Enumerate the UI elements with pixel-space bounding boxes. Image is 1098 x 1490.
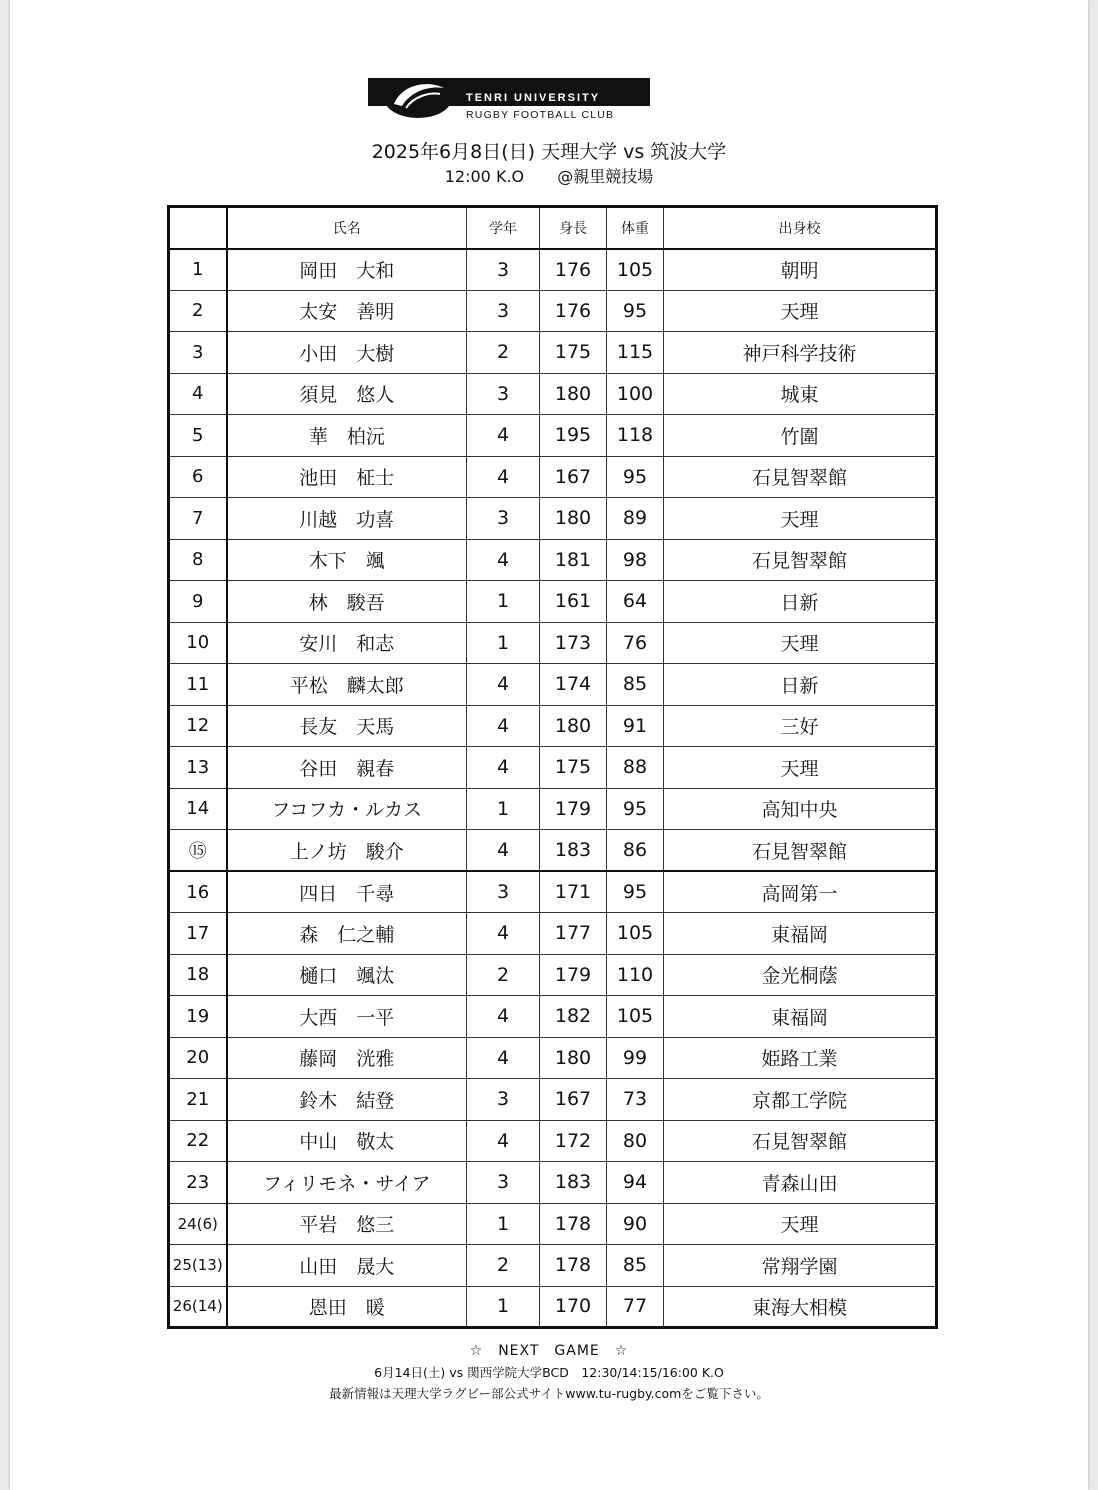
col-school-cell: 日新 [664,664,937,706]
col-weight-cell: 73 [607,1079,664,1121]
col-number-cell: 9 [169,581,227,623]
col-name-cell: 林 駿吾 [227,581,467,623]
next-game-detail: 6月14日(土) vs 関西学院大学BCD 12:30/14:15/16:00 K.O [374,1365,724,1380]
col-name-cell: 中山 敬太 [227,1120,467,1162]
col-number-cell: 6 [169,456,227,498]
col-name-cell: 華 柏沅 [227,415,467,457]
table-row [169,913,937,955]
col-year-cell: 3 [467,373,540,415]
col-name-cell: 岡田 大和 [227,249,467,291]
table-row [169,581,937,623]
col-school-cell: 高知中央 [664,788,937,830]
table-row [169,954,937,996]
col-number-cell: 12 [169,705,227,747]
col-year-cell: 1 [467,581,540,623]
col-weight-cell: 85 [607,664,664,706]
col-weight-cell: 99 [607,1037,664,1079]
table-row [169,1037,937,1079]
col-weight-header: 体重 [607,207,664,249]
rugby-logo-icon [380,74,460,124]
col-year-cell: 4 [467,664,540,706]
col-name-cell: 上ノ坊 駿介 [227,830,467,872]
col-height-cell: 177 [540,913,607,955]
col-number-cell: 3 [169,332,227,374]
col-year-cell: 1 [467,1286,540,1328]
col-year-cell: 4 [467,747,540,789]
col-name-cell: 平岩 悠三 [227,1203,467,1245]
col-number-cell: 7 [169,498,227,540]
table-row [169,1120,937,1162]
col-weight-cell: 77 [607,1286,664,1328]
col-year-cell: 3 [467,249,540,291]
col-name-header: 氏名 [227,207,467,249]
col-height-cell: 176 [540,249,607,291]
col-name-cell: 森 仁之輔 [227,913,467,955]
match-title: 2025年6月8日(日) 天理大学 vs 筑波大学 [371,141,727,163]
col-school-cell: 天理 [664,747,937,789]
col-year-cell: 3 [467,290,540,332]
col-year-cell: 2 [467,1245,540,1287]
col-school-cell: 青森山田 [664,1162,937,1204]
col-school-cell: 三好 [664,705,937,747]
col-number-cell: 25(13) [169,1245,227,1287]
col-name-cell: 山田 晟大 [227,1245,467,1287]
col-school-cell: 石見智翠館 [664,539,937,581]
table-row [169,705,937,747]
col-name-cell: フィリモネ・サイア [227,1162,467,1204]
col-weight-cell: 95 [607,456,664,498]
col-height-cell: 175 [540,747,607,789]
col-year-cell: 4 [467,830,540,872]
col-number-cell: 22 [169,1120,227,1162]
col-name-cell: 木下 颯 [227,539,467,581]
col-height-cell: 176 [540,290,607,332]
col-year-cell: 1 [467,1203,540,1245]
venue: @親里競技場 [557,167,654,186]
col-name-cell: 藤岡 洸雅 [227,1037,467,1079]
col-year-cell: 4 [467,1037,540,1079]
col-height-cell: 178 [540,1203,607,1245]
col-name-cell: 樋口 颯汰 [227,954,467,996]
col-number-cell: 1 [169,249,227,291]
col-year-cell: 4 [467,539,540,581]
col-year-cell: 2 [467,332,540,374]
col-weight-cell: 105 [607,249,664,291]
col-school-cell: 石見智翠館 [664,1120,937,1162]
col-weight-cell: 94 [607,1162,664,1204]
col-school-cell: 石見智翠館 [664,830,937,872]
table-row [169,1286,937,1328]
col-weight-cell: 64 [607,581,664,623]
col-height-cell: 180 [540,373,607,415]
col-year-cell: 1 [467,788,540,830]
table-row [169,290,937,332]
logo-club-text: RUGBY FOOTBALL CLUB [466,109,615,121]
col-weight-cell: 100 [607,373,664,415]
col-weight-cell: 118 [607,415,664,457]
col-name-cell: 恩田 暖 [227,1286,467,1328]
col-height-cell: 175 [540,332,607,374]
col-name-cell: 長友 天馬 [227,705,467,747]
col-name-cell: 鈴木 結登 [227,1079,467,1121]
table-row [169,456,937,498]
col-school-cell: 金光桐蔭 [664,954,937,996]
col-year-cell: 3 [467,1162,540,1204]
col-height-cell: 173 [540,622,607,664]
col-number-cell: 21 [169,1079,227,1121]
col-height-cell: 174 [540,664,607,706]
table-row [169,539,937,581]
col-number-cell: 14 [169,788,227,830]
roster-table [167,205,938,1329]
col-height-cell: 178 [540,1245,607,1287]
col-height-cell: 171 [540,871,607,913]
col-weight-cell: 95 [607,871,664,913]
next-game-heading: ☆ NEXT GAME ☆ [469,1343,629,1359]
col-weight-cell: 80 [607,1120,664,1162]
col-height-header: 身長 [540,207,607,249]
table-row [169,664,937,706]
kickoff-time: 12:00 K.O [444,167,525,186]
table-row [169,1245,937,1287]
col-weight-cell: 88 [607,747,664,789]
col-height-cell: 180 [540,498,607,540]
col-number-cell: 24(6) [169,1203,227,1245]
table-row [169,332,937,374]
col-number-cell: 23 [169,1162,227,1204]
col-name-cell: 川越 功喜 [227,498,467,540]
table-row [169,788,937,830]
col-school-header: 出身校 [664,207,937,249]
col-school-cell: 天理 [664,290,937,332]
table-row [169,1079,937,1121]
table-row [169,747,937,789]
col-number-cell: 4 [169,373,227,415]
col-height-cell: 180 [540,1037,607,1079]
col-school-cell: 日新 [664,581,937,623]
col-name-cell: 池田 柾士 [227,456,467,498]
table-row [169,996,937,1038]
logo-university-text: TENRI UNIVERSITY [466,92,601,104]
col-year-cell: 4 [467,1120,540,1162]
col-number-cell: 2 [169,290,227,332]
col-weight-cell: 85 [607,1245,664,1287]
col-school-cell: 天理 [664,498,937,540]
col-year-cell: 4 [467,996,540,1038]
col-number-header [169,207,227,249]
col-height-cell: 167 [540,456,607,498]
col-weight-cell: 98 [607,539,664,581]
col-number-cell: 20 [169,1037,227,1079]
col-number-cell: 5 [169,415,227,457]
col-year-header: 学年 [467,207,540,249]
col-height-cell: 179 [540,788,607,830]
col-number-cell: 26(14) [169,1286,227,1328]
table-row [169,830,937,872]
col-year-cell: 1 [467,622,540,664]
col-weight-cell: 91 [607,705,664,747]
col-year-cell: 4 [467,456,540,498]
table-row [169,415,937,457]
col-school-cell: 竹圍 [664,415,937,457]
col-weight-cell: 105 [607,913,664,955]
table-row [169,373,937,415]
col-number-cell: 11 [169,664,227,706]
col-school-cell: 京都工学院 [664,1079,937,1121]
col-weight-cell: 95 [607,788,664,830]
col-number-cell: 10 [169,622,227,664]
table-row [169,498,937,540]
col-name-cell: 大西 一平 [227,996,467,1038]
document-page [10,0,1088,1490]
col-number-cell: 19 [169,996,227,1038]
footer [10,1340,1088,1402]
col-school-cell: 天理 [664,1203,937,1245]
col-height-cell: 195 [540,415,607,457]
col-school-cell: 石見智翠館 [664,456,937,498]
col-weight-cell: 89 [607,498,664,540]
col-height-cell: 179 [540,954,607,996]
col-school-cell: 高岡第一 [664,871,937,913]
col-year-cell: 2 [467,954,540,996]
col-weight-cell: 90 [607,1203,664,1245]
col-name-cell: 太安 善明 [227,290,467,332]
col-height-cell: 172 [540,1120,607,1162]
table-row [169,622,937,664]
col-height-cell: 167 [540,1079,607,1121]
col-name-cell: 須見 悠人 [227,373,467,415]
website-info: 最新情報は天理大学ラグビー部公式サイトwww.tu-rugby.comをご覧下さい。 [329,1386,769,1401]
col-year-cell: 3 [467,871,540,913]
col-name-cell: 安川 和志 [227,622,467,664]
col-name-cell: フコフカ・ルカス [227,788,467,830]
col-school-cell: 姫路工業 [664,1037,937,1079]
col-year-cell: 4 [467,705,540,747]
col-number-cell: 13 [169,747,227,789]
col-year-cell: 4 [467,913,540,955]
team-logo [368,78,650,121]
col-number-cell: 17 [169,913,227,955]
col-school-cell: 常翔学園 [664,1245,937,1287]
col-weight-cell: 95 [607,290,664,332]
col-school-cell: 神戸科学技術 [664,332,937,374]
col-school-cell: 天理 [664,622,937,664]
col-weight-cell: 86 [607,830,664,872]
col-height-cell: 181 [540,539,607,581]
col-height-cell: 182 [540,996,607,1038]
col-name-cell: 谷田 親春 [227,747,467,789]
table-row [169,1162,937,1204]
match-info [10,164,1088,187]
col-school-cell: 東福岡 [664,913,937,955]
col-weight-cell: 105 [607,996,664,1038]
col-weight-cell: 110 [607,954,664,996]
col-number-cell: ⑮ [169,830,227,872]
col-year-cell: 3 [467,498,540,540]
col-height-cell: 183 [540,830,607,872]
col-name-cell: 平松 麟太郎 [227,664,467,706]
col-height-cell: 170 [540,1286,607,1328]
col-year-cell: 3 [467,1079,540,1121]
col-school-cell: 東福岡 [664,996,937,1038]
col-school-cell: 朝明 [664,249,937,291]
col-school-cell: 東海大相模 [664,1286,937,1328]
table-header-row [169,207,937,249]
col-height-cell: 180 [540,705,607,747]
col-number-cell: 8 [169,539,227,581]
col-height-cell: 183 [540,1162,607,1204]
table-row [169,249,937,291]
col-year-cell: 4 [467,415,540,457]
col-name-cell: 四日 千尋 [227,871,467,913]
table-row [169,1203,937,1245]
col-number-cell: 16 [169,871,227,913]
col-height-cell: 161 [540,581,607,623]
col-name-cell: 小田 大樹 [227,332,467,374]
col-school-cell: 城東 [664,373,937,415]
col-number-cell: 18 [169,954,227,996]
col-weight-cell: 115 [607,332,664,374]
table-row [169,871,937,913]
col-weight-cell: 76 [607,622,664,664]
